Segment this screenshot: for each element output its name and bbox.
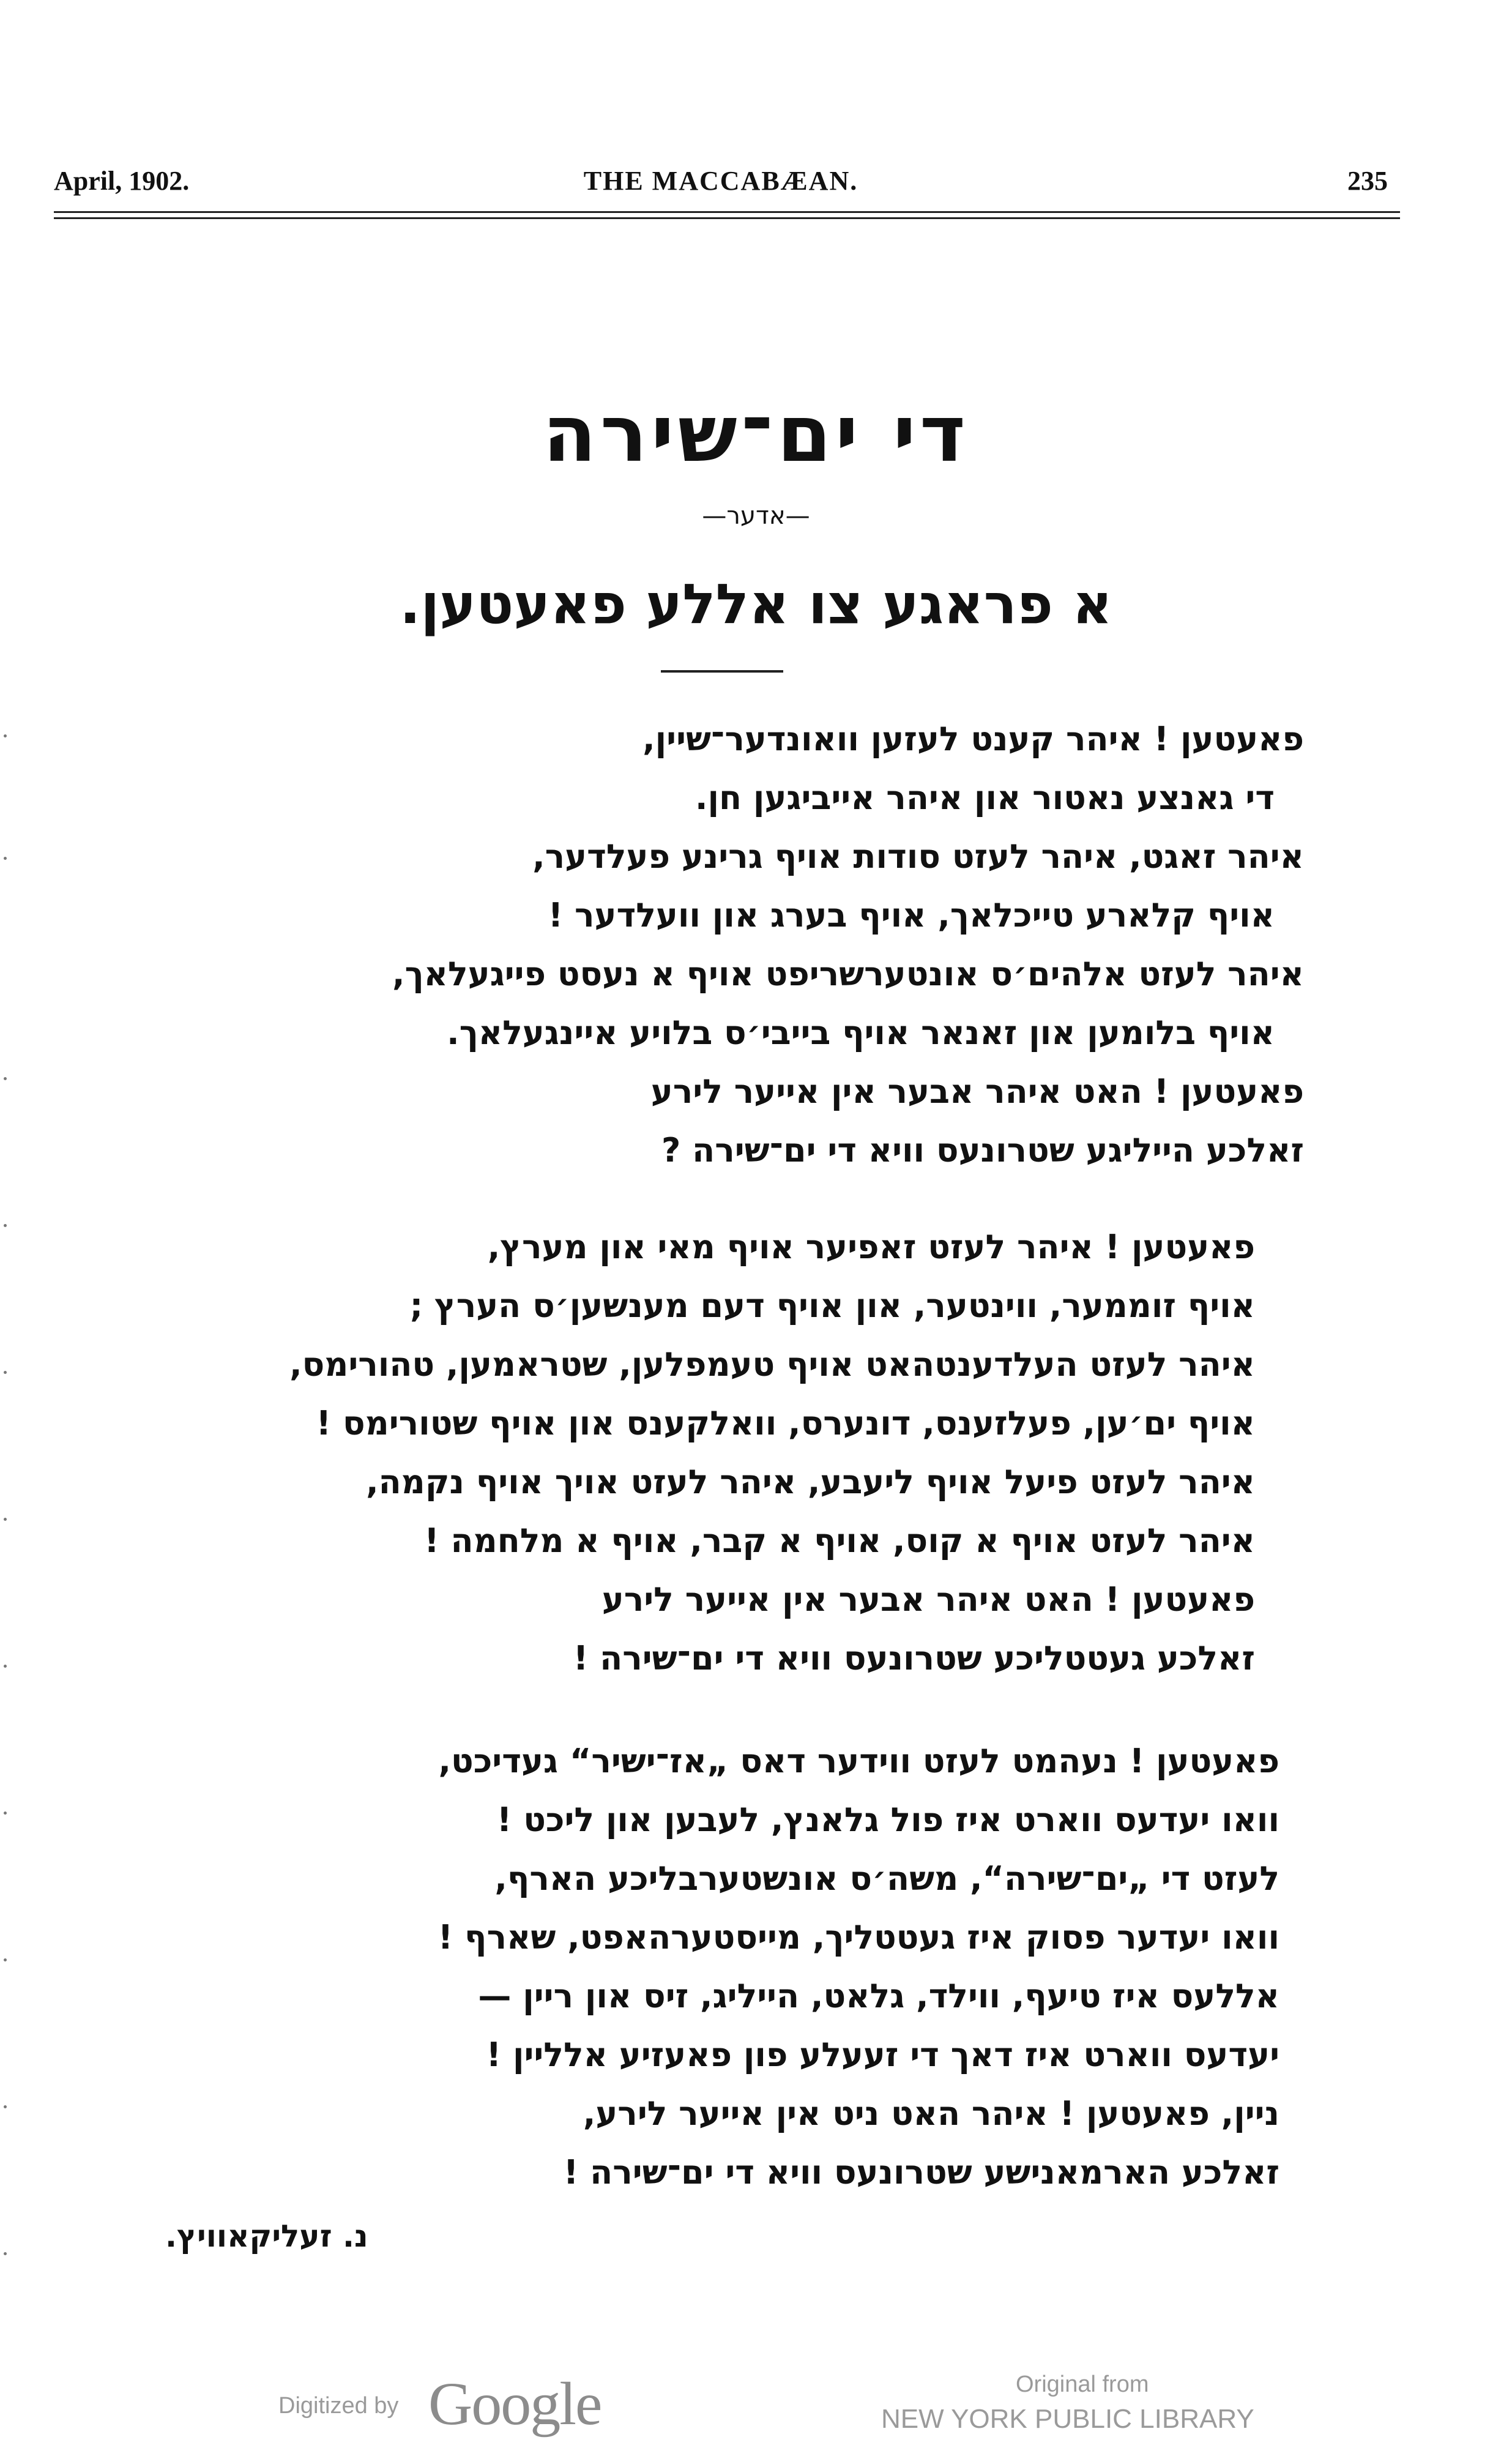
verse-line: איהר זאגט, איהר לעזט סודות אויף גרינע פעלדער,: [532, 837, 1304, 876]
author-signature: נ. זעליקאוויץ.: [165, 2218, 368, 2254]
verse-line: זאלכע געטטליכע שטרונעס וויא די ים־שירה !: [573, 1639, 1255, 1677]
poem-subtitle: א פראגע צו אללע פאעטען.: [400, 572, 1112, 636]
verse-line: אויף זוממער, ווינטער, און אויף דעם מענשען׳ס הערץ ;: [409, 1286, 1255, 1325]
stanza-2: [289, 1218, 1255, 1688]
digitization-footer: [0, 2368, 1512, 2448]
verse-line: לעזט די „ים־שירה“, משה׳ס אונשטערבליכע הארף,: [494, 1859, 1279, 1898]
verse-line: וואו יעדעס ווארט איז פול גלאנץ, לעבען און ליכט !: [496, 1801, 1279, 1839]
digitized-by-label: Digitized by: [278, 2393, 399, 2419]
verse-line: אויף בלומען און זאנאר אויף בייבי׳ס בלויע איינגעלאך.: [447, 1013, 1275, 1052]
verse-line: ניין, פאעטען ! איהר האט ניט אין אייער לירע,: [583, 2094, 1279, 2133]
verse-line: איהר לעזט אלהים׳ס אונטערשריפט אויף א נעסט פייגעלאך,: [392, 955, 1304, 993]
header-rule-bottom: [54, 217, 1400, 219]
scan-edge-marks: [0, 734, 12, 2326]
verse-line: פאעטען ! נעהמט לעזט ווידער דאס „אז־ישיר“ געדיכט,: [438, 1742, 1279, 1780]
or-separator: —אדער—: [702, 502, 810, 530]
verse-line: וואו יעדער פסוק איז געטטליך, מייסטערהאפט, שארף !: [438, 1918, 1279, 1957]
verse-line: אויף ים׳ען, פעלזענס, דונערס, וואלקענס און אויף שטורימס !: [316, 1404, 1255, 1442]
library-name: NEW YORK PUBLIC LIBRARY: [881, 2404, 1254, 2434]
verse-line: פאעטען ! האט איהר אבער אין אייער לירע: [601, 1580, 1255, 1619]
verse-line: אויף קלארע טייכלאך, אויף בערג און וועלדער !: [548, 896, 1275, 935]
stanza-3: [438, 1732, 1279, 2202]
verse-line: זאלכע הארמאנישע שטרונעס וויא די ים־שירה !: [563, 2153, 1279, 2192]
stanza-1: [392, 710, 1304, 1180]
google-logo: Google: [428, 2370, 601, 2438]
title-divider: [661, 670, 783, 673]
running-header: [54, 165, 1388, 202]
header-journal-title: THE MACCABÆAN.: [583, 166, 858, 196]
verse-line: פאעטען ! איהר לעזט זאפיער אויף מאי און מערץ,: [487, 1228, 1255, 1266]
verse-line: איהר לעזט פיעל אויף ליעבע, איהר לעזט אויך אויף נקמה,: [366, 1463, 1255, 1501]
verse-line: אללעס איז טיעף, ווילד, גלאט, הייליג, זיס און ריין —: [478, 1977, 1279, 2015]
verse-line: פאעטען ! האט איהר אבער אין אייער לירע: [650, 1072, 1304, 1111]
poem-title: די ים־שירה: [542, 389, 970, 480]
header-rule-top: [54, 211, 1400, 213]
original-from-label: Original from: [1016, 2372, 1149, 2397]
verse-line: פאעטען ! איהר קענט לעזען וואונדער־שיין,: [642, 720, 1304, 758]
verse-line: יעדעס ווארט איז דאך די זעעלע פון פאעזיע אלליין !: [486, 2036, 1279, 2074]
verse-line: די גאנצע נאטור און איהר אייביגען חן.: [695, 778, 1275, 817]
verse-line: איהר לעזט אויף א קוס, אויף א קבר, אויף א מלחמה !: [424, 1521, 1255, 1560]
verse-line: זאלכע הייליגע שטרונעס וויא די ים־שירה ?: [661, 1131, 1304, 1170]
header-date: April, 1902.: [54, 166, 190, 196]
verse-line: איהר לעזט העלדענטהאט אויף טעמפלען, שטראמען, טהורימס,: [289, 1345, 1255, 1384]
header-page-number: 235: [1347, 166, 1388, 196]
